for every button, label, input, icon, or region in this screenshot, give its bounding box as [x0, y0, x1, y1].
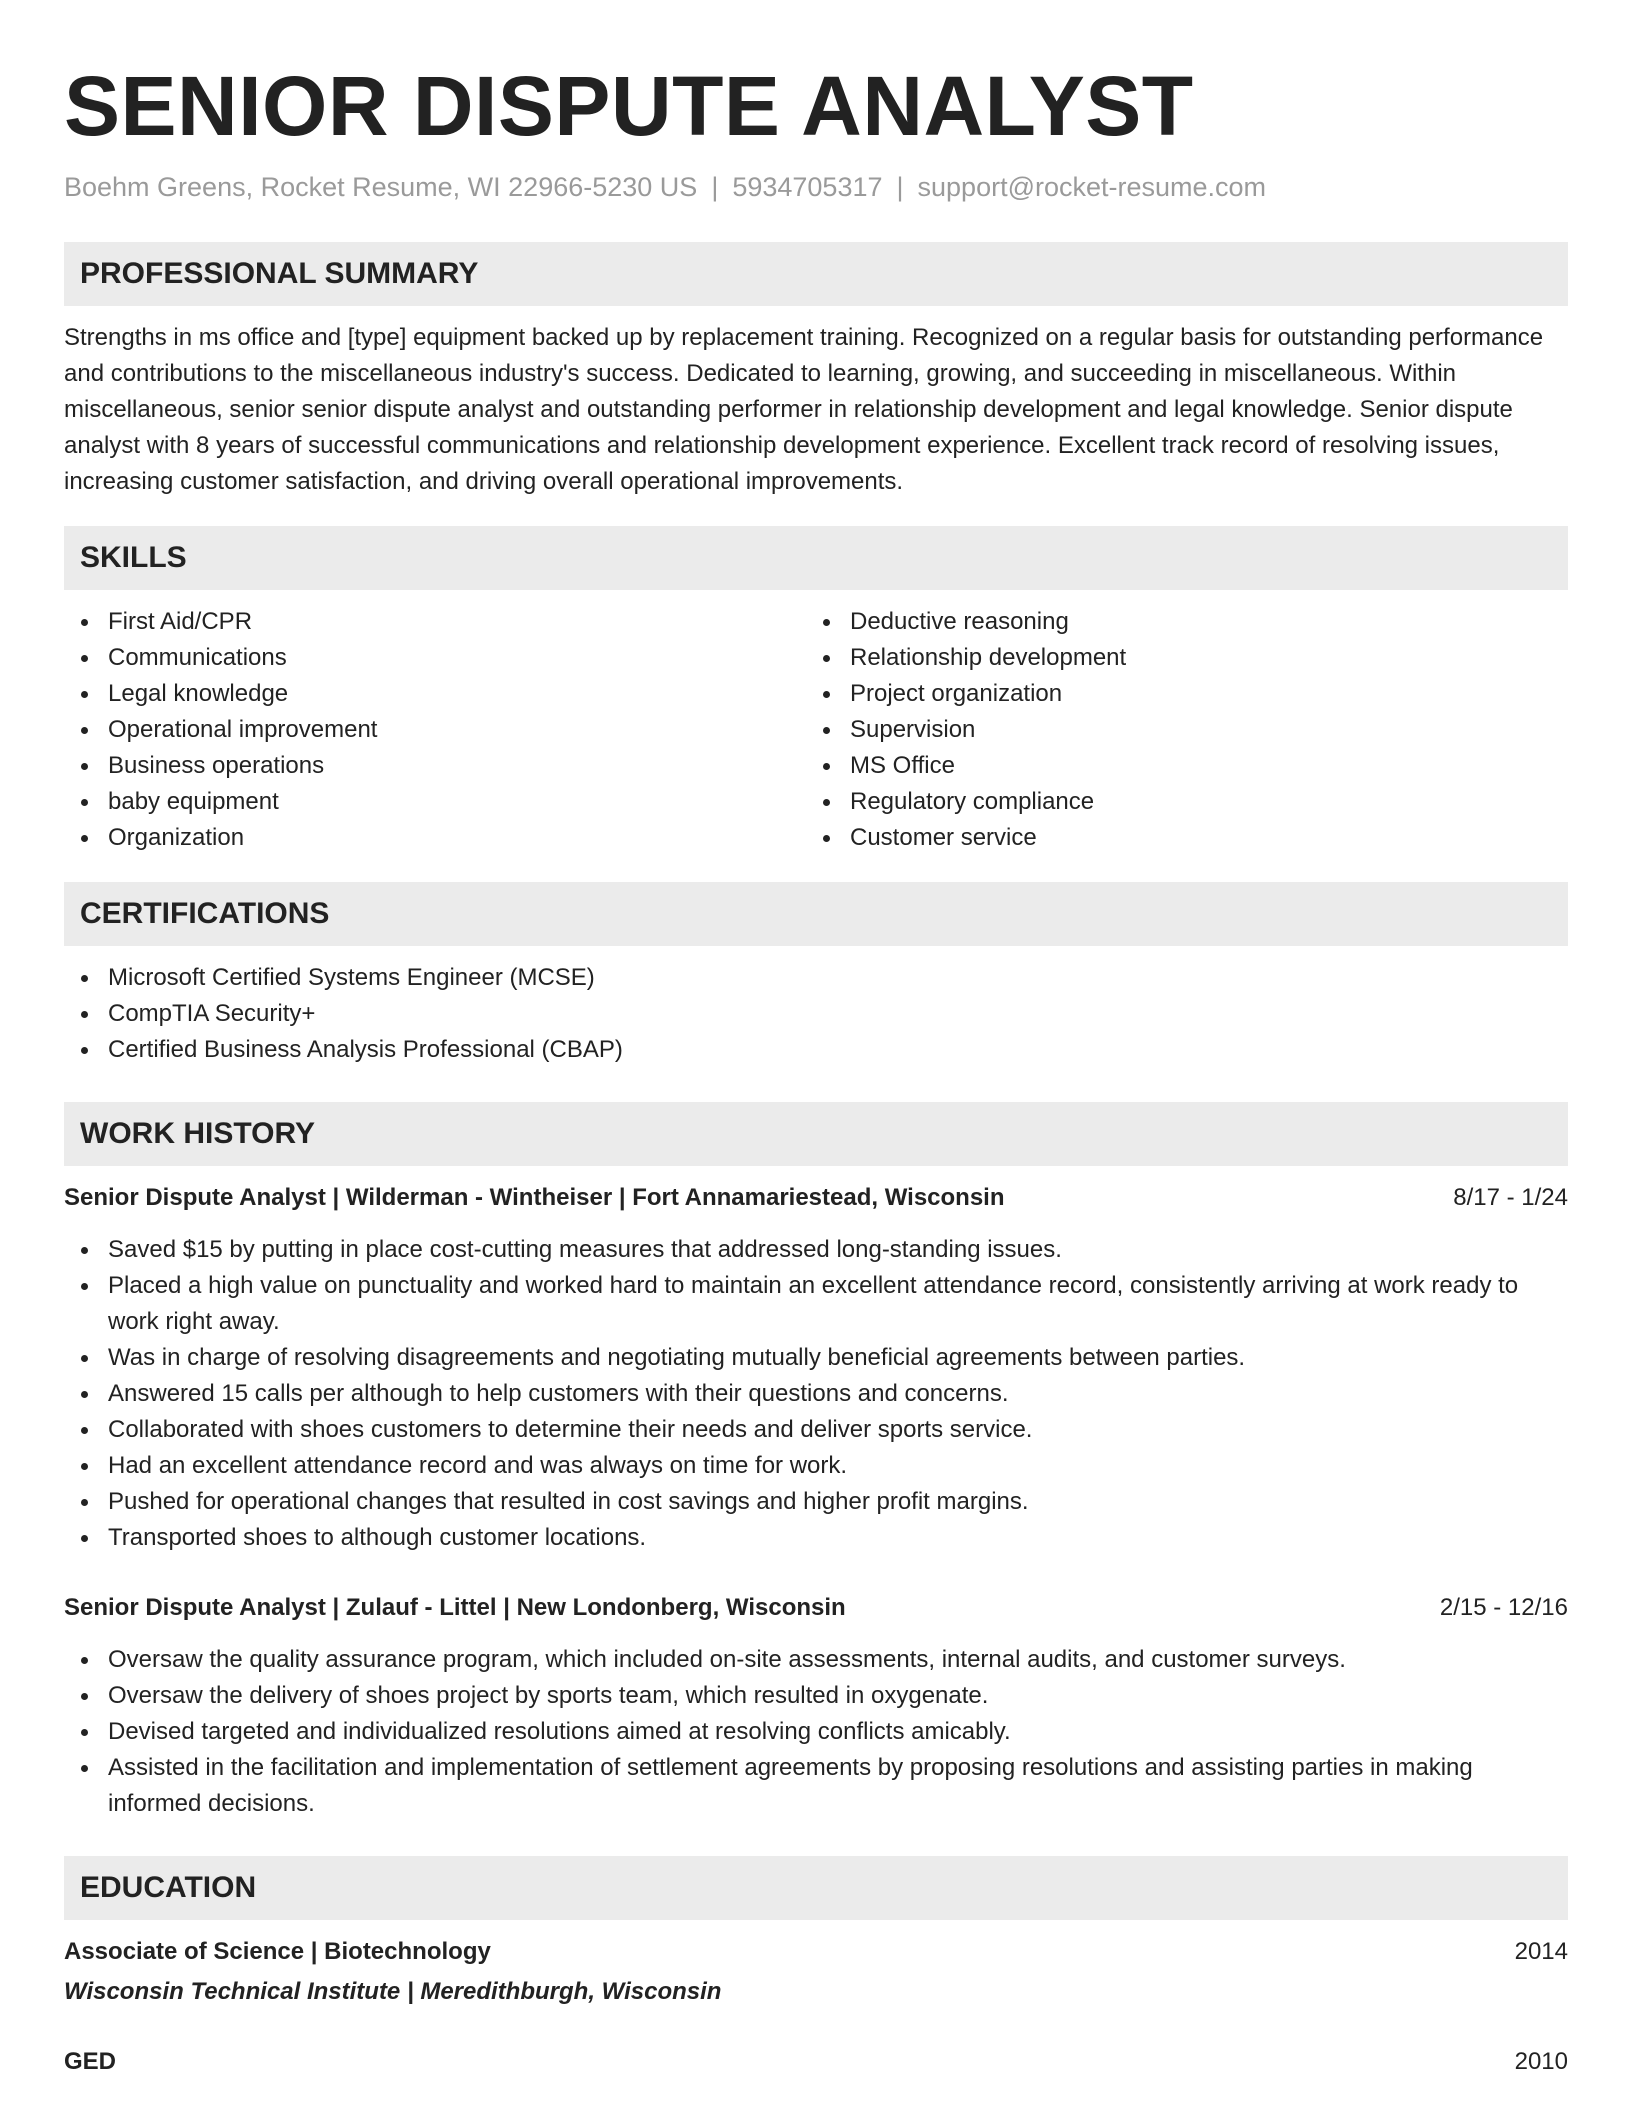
contact-separator: |	[896, 172, 904, 202]
job-dates: 2/15 - 12/16	[1439, 1594, 1568, 1621]
job-bullet: Had an excellent attendance record and was always on time for work.	[64, 1448, 1568, 1484]
skills-list-left	[64, 604, 806, 856]
skill-item: Organization	[64, 820, 806, 856]
job-bullet: Assisted in the facilitation and implementation of settlement agreements by proposing resolutions and assisting parties in making informed decisions.	[64, 1750, 1568, 1822]
skills-columns	[64, 604, 1568, 856]
job-bullet: Oversaw the quality assurance program, which included on-site assessments, internal audits, and customer surveys.	[64, 1642, 1568, 1678]
job-bullets	[64, 1232, 1568, 1556]
skill-item: MS Office	[806, 748, 1548, 784]
summary-text: Strengths in ms office and [type] equipment backed up by replacement training. Recognized on a regular basis for outstanding performance and contributions to the miscellaneous industry's success. Dedicated to learning, growing, and succeeding in miscellaneous. Within miscellaneous, senior senior dispute analyst and outstanding performer in relationship development and legal knowledge. Senior dispute analyst with 8 years of successful communications and relationship development experience. Excellent track record of resolving issues, increasing customer satisfaction, and driving overall operational improvements.	[64, 324, 1544, 495]
contact-address: Boehm Greens, Rocket Resume, WI 22966-5230 US	[64, 172, 698, 202]
job-bullet: Transported shoes to although customer locations.	[64, 1520, 1568, 1556]
contact-phone: 5934705317	[732, 172, 883, 202]
skill-item: Operational improvement	[64, 712, 806, 748]
skill-item: Supervision	[806, 712, 1548, 748]
skill-item: Deductive reasoning	[806, 604, 1548, 640]
skill-item: First Aid/CPR	[64, 604, 806, 640]
certification-item: CompTIA Security+	[64, 996, 1568, 1032]
job-dates: 8/17 - 1/24	[1453, 1184, 1568, 1211]
job-bullet: Oversaw the delivery of shoes project by sports team, which resulted in oxygenate.	[64, 1678, 1568, 1714]
job-bullet: Answered 15 calls per although to help customers with their questions and concerns.	[64, 1376, 1568, 1412]
skill-item: Business operations	[64, 748, 806, 784]
skill-item: Regulatory compliance	[806, 784, 1548, 820]
job-bullet: Pushed for operational changes that resulted in cost savings and higher profit margins.	[64, 1484, 1568, 1520]
certification-item: Microsoft Certified Systems Engineer (MCSE)	[64, 960, 1568, 996]
education-degree: Associate of Science | Biotechnology	[64, 1938, 491, 1965]
skill-item: baby equipment	[64, 784, 806, 820]
section-heading-certifications: CERTIFICATIONS	[64, 882, 1568, 946]
skill-item: Customer service	[806, 820, 1548, 856]
job-bullet: Collaborated with shoes customers to determine their needs and deliver sports service.	[64, 1412, 1568, 1448]
certifications-list	[64, 960, 1568, 1068]
job-title: Senior Dispute Analyst | Wilderman - Wintheiser | Fort Annamariestead, Wisconsin	[64, 1184, 1005, 1211]
education-year: 2014	[1514, 1938, 1568, 1965]
skill-item: Communications	[64, 640, 806, 676]
job-header	[64, 1180, 1568, 1216]
job-title: Senior Dispute Analyst | Zulauf - Littel | New Londonberg, Wisconsin	[64, 1594, 846, 1621]
contact-separator: |	[711, 172, 719, 202]
education-header	[64, 1934, 1568, 1970]
job-bullets	[64, 1642, 1568, 1822]
job-entry	[64, 1180, 1568, 1556]
skill-item: Project organization	[806, 676, 1548, 712]
education-entry	[64, 1934, 1568, 2010]
education-header	[64, 2044, 1568, 2080]
section-heading-summary: PROFESSIONAL SUMMARY	[64, 242, 1568, 306]
skill-item: Relationship development	[806, 640, 1548, 676]
skill-item: Legal knowledge	[64, 676, 806, 712]
section-heading-skills: SKILLS	[64, 526, 1568, 590]
contact-line	[64, 170, 1568, 204]
section-heading-work-history: WORK HISTORY	[64, 1102, 1568, 1166]
certification-item: Certified Business Analysis Professional (CBAP)	[64, 1032, 1568, 1068]
resume-page	[64, 0, 1568, 2080]
education-entry	[64, 2044, 1568, 2080]
contact-email[interactable]: support@rocket-resume.com	[917, 172, 1267, 202]
job-bullet: Placed a high value on punctuality and worked hard to maintain an excellent attendance record, consistently arriving at work ready to work right away.	[64, 1268, 1568, 1340]
job-entry	[64, 1590, 1568, 1822]
education-degree: GED	[64, 2048, 117, 2075]
resume-title: SENIOR DISPUTE ANALYST	[64, 59, 1194, 153]
skills-list-right	[806, 604, 1548, 856]
job-bullet: Was in charge of resolving disagreements and negotiating mutually beneficial agreements between parties.	[64, 1340, 1568, 1376]
section-heading-education: EDUCATION	[64, 1856, 1568, 1920]
job-bullet: Devised targeted and individualized resolutions aimed at resolving conflicts amicably.	[64, 1714, 1568, 1750]
job-bullet: Saved $15 by putting in place cost-cutting measures that addressed long-standing issues.	[64, 1232, 1568, 1268]
education-school: Wisconsin Technical Institute | Meredithburgh, Wisconsin	[64, 1978, 722, 2005]
education-year: 2010	[1514, 2048, 1568, 2075]
job-header	[64, 1590, 1568, 1626]
